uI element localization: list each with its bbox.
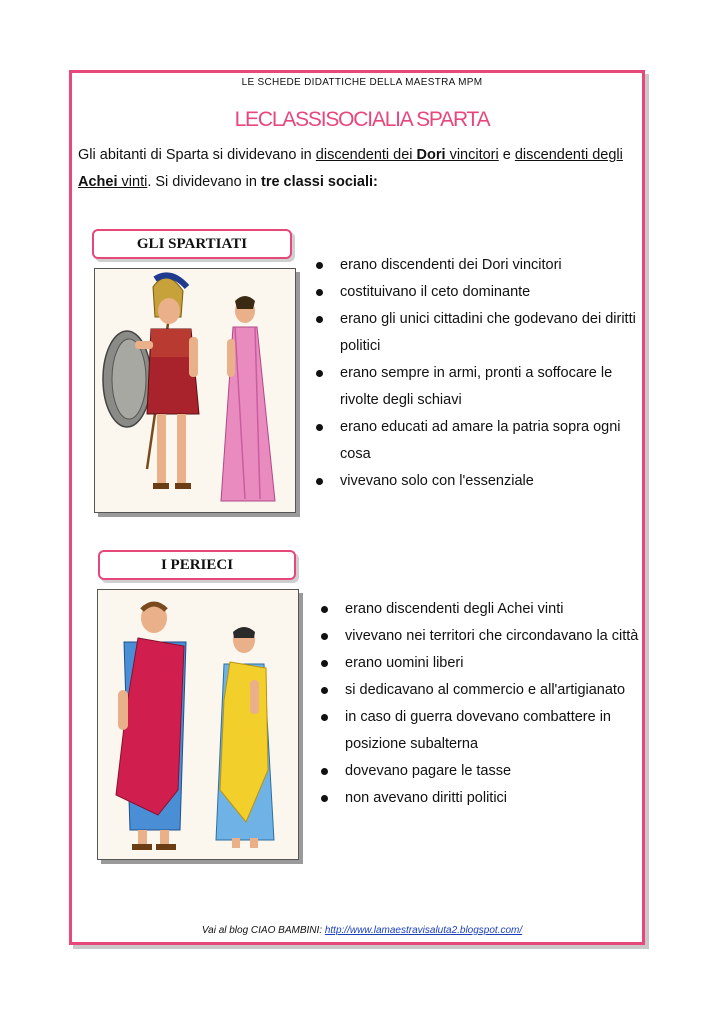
list-item: vivevano solo con l'essenziale	[316, 468, 646, 495]
blog-link[interactable]: http://www.lamaestravisaluta2.blogspot.com/	[324, 925, 523, 936]
intro-bold: Dori	[416, 147, 446, 163]
list-item: erano sempre in armi, pronti a soffocare le rivolte degli schiavi	[316, 360, 646, 414]
intro-text: Gli abitanti di Sparta si dividevano in	[78, 147, 316, 163]
page-header: LE SCHEDE DIDATTICHE DELLA MAESTRA MPM	[241, 77, 483, 88]
perieci-illustration	[97, 589, 299, 860]
intro-bold: tre classi sociali:	[260, 174, 378, 190]
intro-paragraph	[78, 142, 638, 196]
list-item: erano uomini liberi	[321, 650, 641, 677]
list-item: vivevano nei territori che circondavano la città	[321, 623, 641, 650]
intro-underline	[316, 147, 499, 163]
list-item: non avevano diritti politici	[321, 785, 641, 812]
section-label-perieci: I PERIECI	[98, 550, 296, 580]
intro-text: e	[498, 147, 515, 163]
spartiati-illustration	[94, 268, 296, 513]
spartiati-drawing	[95, 269, 295, 512]
list-item: costituivano il ceto dominante	[316, 279, 646, 306]
list-item: si dedicavano al commercio e all'artigianato	[321, 677, 641, 704]
section-label-spartiati: GLI SPARTIATI	[92, 229, 292, 259]
intro-bold: Achei	[78, 174, 118, 190]
list-item: dovevano pagare le tasse	[321, 758, 641, 785]
intro-text: vincitori	[445, 147, 499, 163]
list-item: erano gli unici cittadini che godevano dei diritti politici	[316, 306, 646, 360]
page-title: LECLASSISOCIALIA SPARTA	[234, 108, 490, 131]
intro-text: . Si dividevano in	[147, 174, 261, 190]
list-item: erano discendenti degli Achei vinti	[321, 596, 641, 623]
intro-text: discendenti degli	[514, 147, 623, 163]
list-item: erano discendenti dei Dori vincitori	[316, 252, 646, 279]
perieci-drawing	[98, 590, 298, 859]
list-item: in caso di guerra dovevano combattere in posizione subalterna	[321, 704, 641, 758]
spartiati-list	[316, 252, 646, 495]
intro-text: discendenti dei	[315, 147, 417, 163]
list-item: erano educati ad amare la patria sopra ogni cosa	[316, 414, 646, 468]
intro-text: vinti	[117, 174, 148, 190]
perieci-list	[321, 596, 641, 812]
page-footer	[0, 925, 724, 936]
footer-text: Vai al blog CIAO BAMBINI:	[201, 925, 325, 936]
